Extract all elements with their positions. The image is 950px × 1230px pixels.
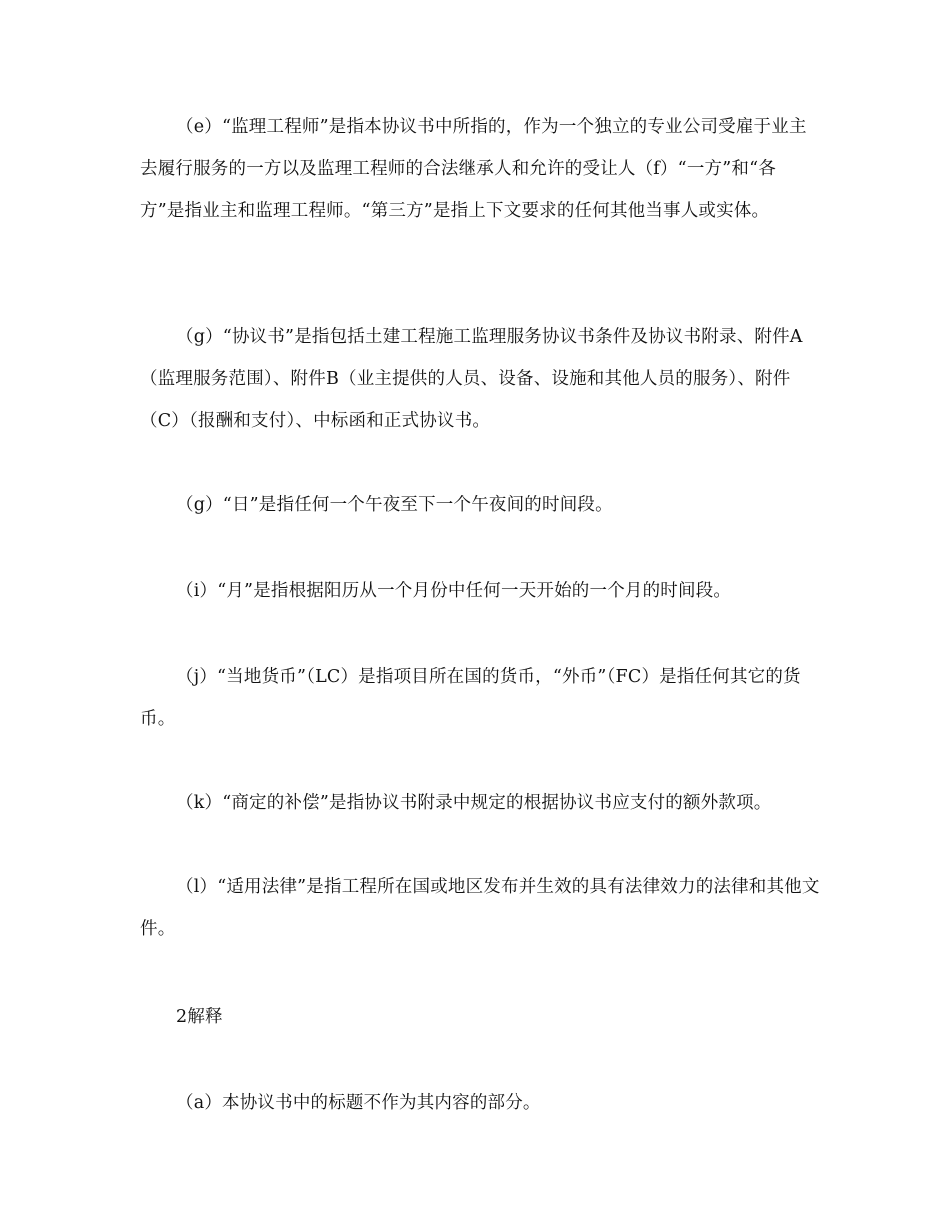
paragraph-definition-e-f: （e）“监理工程师”是指本协议书中所指的，作为一个独立的专业公司受雇于业主去履行服务的一方以及监理工程师的合法继承人和允许的受让人（f）“一方”和“各方”是指业主和监理工程师。“第三方”是指上下文要求的任何其他当事人或实体。: [140, 117, 807, 221]
section-heading-interpretation: 2解释: [176, 1007, 223, 1027]
paragraph-definition-g-agreement: （g）“协议书”是指包括土建工程施工监理服务协议书条件及协议书附录、附件A（监理服务范围）、附件B（业主提供的人员、设备、设施和其他人员的服务）、附件（C）（报酬和支付）、中标函和正式协议书。: [140, 327, 803, 431]
paragraph-definition-currency: （j）“当地货币”（LC）是指项目所在国的货币，“外币”（FC）是指任何其它的货币。: [140, 667, 801, 729]
paragraph-definition-compensation: （k）“商定的补偿”是指协议书附录中规定的根据协议书应支付的额外款项。: [176, 793, 772, 813]
paragraph-interpretation-a: （a）本协议书中的标题不作为其内容的部分。: [176, 1093, 541, 1113]
paragraph-definition-month: （i）“月”是指根据阳历从一个月份中任何一天开始的一个月的时间段。: [176, 581, 732, 601]
paragraph-definition-applicable-law: （l）“适用法律”是指工程所在国或地区发布并生效的具有法律效力的法律和其他文件。: [140, 877, 820, 939]
paragraph-definition-day: （g）“日”是指任何一个午夜至下一个午夜间的时间段。: [176, 495, 613, 515]
